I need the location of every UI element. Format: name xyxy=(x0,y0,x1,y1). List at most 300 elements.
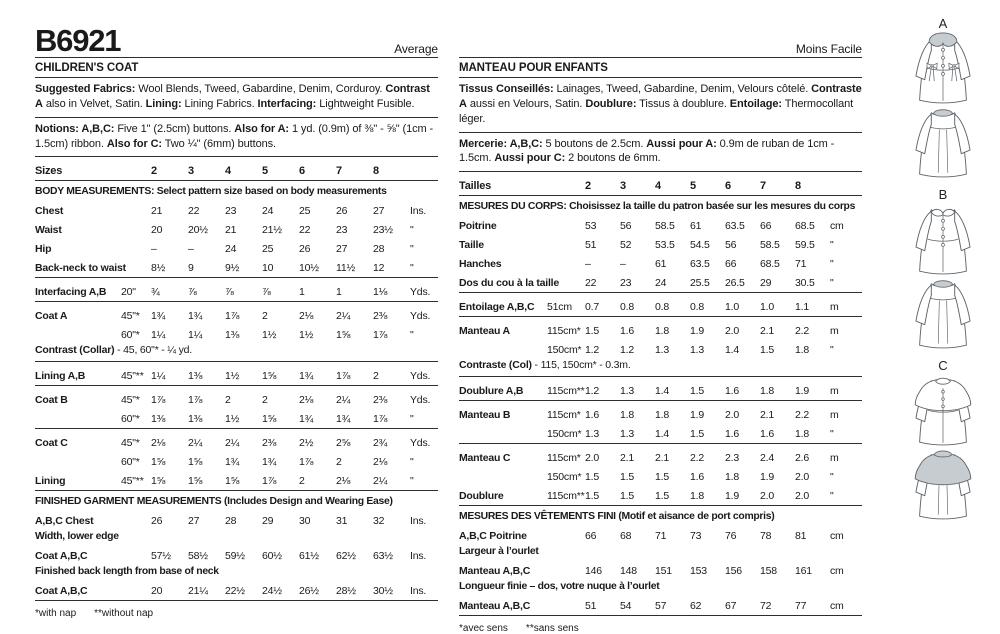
row-label: Lining xyxy=(35,475,66,488)
text: Tissus à doublure. xyxy=(636,97,730,110)
cell-value: 1.5 xyxy=(620,471,634,484)
table-row xyxy=(459,319,862,338)
cell-value: 2 xyxy=(262,394,268,407)
fabric-width: 60"* xyxy=(121,413,140,426)
cell-value: 7 xyxy=(336,165,342,178)
row-label: A,B,C Chest xyxy=(35,515,94,528)
row-label: Manteau A,B,C xyxy=(459,565,531,578)
table-row xyxy=(459,295,862,314)
cell-value: 1.8 xyxy=(795,344,809,357)
cell-value: 61 xyxy=(690,220,702,233)
cell-value: 2.0 xyxy=(725,325,739,338)
cell-value: 1.5 xyxy=(585,471,599,484)
view-b xyxy=(886,187,1000,351)
table-row xyxy=(459,524,862,543)
unit-label: cm xyxy=(830,600,844,613)
header-row-fr xyxy=(459,22,862,58)
cell-value: – xyxy=(620,258,626,271)
cell-value: 1½ xyxy=(262,329,277,342)
row-label: A,B,C Poitrine xyxy=(459,530,527,543)
unit-label: m xyxy=(830,301,839,314)
cell-value: 1.2 xyxy=(620,344,634,357)
table-row xyxy=(459,446,862,465)
cell-value: 1¾ xyxy=(151,310,166,323)
table-row xyxy=(35,431,438,450)
cell-value: 1.3 xyxy=(620,428,634,441)
cell-value: 71 xyxy=(655,530,667,543)
cell-value: 20 xyxy=(151,585,163,598)
cell-value: 1⅝ xyxy=(262,413,277,426)
row-label: Tailles xyxy=(459,180,492,193)
cell-value: 2.1 xyxy=(655,452,669,465)
cell-value: 2¼ xyxy=(336,394,351,407)
cell-value: 25 xyxy=(262,243,274,256)
section-divider xyxy=(459,376,862,377)
unit-label: Yds. xyxy=(410,437,431,450)
cell-value: 0.8 xyxy=(620,301,634,314)
text: - 45, 60"* - ¼ yd. xyxy=(114,344,192,357)
cell-value: 1⅝ xyxy=(188,456,203,469)
row-label: Coat A,B,C xyxy=(35,585,88,598)
notions-fr xyxy=(459,133,862,173)
table-row xyxy=(459,403,862,422)
cell-value: 2⅝ xyxy=(336,437,351,450)
view-a xyxy=(886,16,1000,180)
cell-value: 32 xyxy=(373,515,385,528)
difficulty-rating-fr: Moins Facile xyxy=(795,42,862,56)
fabric-width: 115cm* xyxy=(547,325,581,338)
bold-text: Also for C: xyxy=(106,137,162,150)
table-row xyxy=(459,233,862,252)
cell-value: 1⅞ xyxy=(225,310,240,323)
table-section-heading: MESURES DU CORPS: Choisissez la taille du patron basée sur les mesures du corps xyxy=(459,201,856,213)
cell-value: ⅞ xyxy=(262,286,271,299)
view-b-back-drawing xyxy=(896,275,990,351)
cell-value: – xyxy=(188,243,194,256)
cell-value: 153 xyxy=(690,565,707,578)
unit-label: Ins. xyxy=(410,550,427,563)
cell-value: 66 xyxy=(760,220,772,233)
unit-label: Ins. xyxy=(410,515,427,528)
cell-value: 1.5 xyxy=(690,428,704,441)
cell-value: 146 xyxy=(585,565,602,578)
cell-value: 21¼ xyxy=(188,585,208,598)
cell-value: 2.2 xyxy=(795,325,809,338)
table-row xyxy=(35,199,438,218)
section-divider xyxy=(35,428,438,429)
cell-value: 21 xyxy=(151,205,163,218)
cell-value: 1½ xyxy=(299,329,314,342)
cell-value: 54 xyxy=(620,600,632,613)
table-row xyxy=(459,559,862,578)
cell-value: 63½ xyxy=(373,550,393,563)
suggested-fabrics-en xyxy=(35,78,438,118)
section-divider xyxy=(35,277,438,278)
cell-value: 8 xyxy=(795,180,801,193)
unit-label: Yds. xyxy=(410,394,431,407)
table-row xyxy=(35,469,438,488)
unit-label: cm xyxy=(830,530,844,543)
cell-value: 77 xyxy=(795,600,807,613)
fabric-width: 60"* xyxy=(121,329,140,342)
view-c-label: C xyxy=(938,358,948,373)
row-label: Waist xyxy=(35,224,62,237)
row-label: Entoilage A,B,C xyxy=(459,301,535,314)
bold-text: Tissus Conseillés: xyxy=(459,83,554,95)
cell-value: 1.5 xyxy=(655,490,669,503)
fabric-width: 150cm* xyxy=(547,471,582,484)
view-a-front-drawing xyxy=(896,30,990,106)
table-row xyxy=(35,407,438,426)
cell-value: 62 xyxy=(690,600,702,613)
cell-value: 2¾ xyxy=(373,437,388,450)
garment-title-en: CHILDREN'S COAT xyxy=(35,58,438,78)
cell-value: 2⅜ xyxy=(262,437,277,450)
text: 5 boutons de 2.5cm. xyxy=(542,137,647,150)
bold-text: Contraste A xyxy=(459,83,862,110)
table-row xyxy=(35,323,438,342)
cell-value: 29 xyxy=(760,277,772,290)
cell-value: 26.5 xyxy=(725,277,745,290)
suggested-fabrics-fr xyxy=(459,78,862,133)
cell-value: 61 xyxy=(655,258,667,271)
cell-value: 1.8 xyxy=(690,490,704,503)
cell-value: – xyxy=(585,258,591,271)
cell-value: 23 xyxy=(336,224,348,237)
text: 0.9m de ruban de 1cm - 1.5cm. xyxy=(459,137,835,165)
text: Lainages, Tweed, Gabardine, Denim, Velours côtelé. xyxy=(553,83,812,95)
table-row xyxy=(35,256,438,275)
cell-value: 1.3 xyxy=(690,344,704,357)
cell-value: 158 xyxy=(760,565,777,578)
unit-label: " xyxy=(410,475,414,488)
cell-value: 1.8 xyxy=(760,385,774,398)
fabric-width: 45"* xyxy=(121,310,140,323)
cell-value: 1.5 xyxy=(690,385,704,398)
cell-value: 1⅝ xyxy=(262,370,277,383)
bold-text: Doublure: xyxy=(585,97,637,110)
cell-value: 1.5 xyxy=(760,344,774,357)
row-label: Lining A,B xyxy=(35,370,86,383)
cell-value: 66 xyxy=(725,258,737,271)
cell-value: 63.5 xyxy=(690,258,710,271)
fabric-width: 45"** xyxy=(121,475,144,488)
cell-value: 4 xyxy=(655,180,661,193)
cell-value: 1.2 xyxy=(585,344,599,357)
cell-value: 24½ xyxy=(262,585,282,598)
cell-value: 1.3 xyxy=(585,428,599,441)
cell-value: 1.5 xyxy=(585,325,599,338)
cell-value: 8½ xyxy=(151,262,166,275)
cell-value: 30½ xyxy=(373,585,393,598)
unit-label: " xyxy=(830,239,834,252)
cell-value: 3 xyxy=(188,165,194,178)
section-divider xyxy=(459,615,862,616)
cell-value: 58½ xyxy=(188,550,208,563)
table-section-heading: FINISHED GARMENT MEASUREMENTS (Includes Design and Wearing Ease) xyxy=(35,496,393,508)
cell-value: 1.6 xyxy=(585,409,599,422)
cell-value: 68.5 xyxy=(760,258,780,271)
cell-value: 2⅛ xyxy=(299,310,314,323)
cell-value: 1.3 xyxy=(655,344,669,357)
table-row xyxy=(35,450,438,469)
row-label: Sizes xyxy=(35,165,63,178)
fabric-width: 45"* xyxy=(121,437,140,450)
footnote: **without nap xyxy=(94,608,154,620)
cell-value: 1.8 xyxy=(655,409,669,422)
table-row xyxy=(459,484,862,503)
cell-value: 2.1 xyxy=(620,452,634,465)
cell-value: 1⅝ xyxy=(151,475,166,488)
cell-value: 57½ xyxy=(151,550,171,563)
size-header-row xyxy=(459,173,862,193)
cell-value: 59½ xyxy=(225,550,245,563)
yardage-table-fr xyxy=(459,172,862,634)
cell-value: 27 xyxy=(373,205,385,218)
row-label: Doublure A,B xyxy=(459,385,524,398)
cell-value: 1⅞ xyxy=(188,394,203,407)
small-collar xyxy=(936,378,951,384)
garment-title-fr: MANTEAU POUR ENFANTS xyxy=(459,58,862,78)
fabric-width: 51cm xyxy=(547,301,572,314)
unit-label: " xyxy=(410,329,414,342)
table-section-heading: Longueur finie – dos, votre nuque à l’ourlet xyxy=(459,581,660,593)
yardage-table-en xyxy=(35,157,438,619)
table-row xyxy=(35,304,438,323)
cell-value: 26 xyxy=(336,205,348,218)
cell-value: 1.8 xyxy=(725,471,739,484)
cell-value: 24 xyxy=(262,205,274,218)
cell-value: 23 xyxy=(620,277,632,290)
row-label: Doublure xyxy=(459,490,504,503)
unit-label: Yds. xyxy=(410,370,431,383)
section-divider xyxy=(459,292,862,293)
cell-value: 151 xyxy=(655,565,672,578)
pattern-number: B6921 xyxy=(35,23,121,58)
text: Lightweight Fusible. xyxy=(316,97,415,110)
cell-value: 2½ xyxy=(299,437,314,450)
text: Lining Fabrics. xyxy=(181,97,258,110)
table-section-heading: MESURES DES VÊTEMENTS FINI (Motif et aisance de port compris) xyxy=(459,511,775,523)
english-column xyxy=(35,22,438,619)
cell-value: 22 xyxy=(188,205,200,218)
header-row-en xyxy=(35,22,438,58)
unit-label: m xyxy=(830,452,839,465)
view-c-back-drawing xyxy=(896,446,990,522)
cell-value: 1.5 xyxy=(585,490,599,503)
row-label: Coat A xyxy=(35,310,68,323)
cell-value: 10½ xyxy=(299,262,319,275)
cell-value: 28 xyxy=(225,515,237,528)
section-divider xyxy=(459,316,862,317)
cell-value: ¾ xyxy=(151,286,160,299)
unit-label: " xyxy=(830,490,834,503)
section-divider xyxy=(459,443,862,444)
row-label: Manteau A,B,C xyxy=(459,600,531,613)
table-row xyxy=(35,218,438,237)
cell-value: 1 xyxy=(336,286,342,299)
section-divider xyxy=(35,301,438,302)
cell-value: 52 xyxy=(620,239,632,252)
row-label: Poitrine xyxy=(459,220,497,233)
cell-value: 1.8 xyxy=(795,428,809,441)
cell-value: 27 xyxy=(336,243,348,256)
size-header-row xyxy=(35,158,438,178)
cell-value: 2.0 xyxy=(795,471,809,484)
cell-value: 12 xyxy=(373,262,385,275)
cell-value: 54.5 xyxy=(690,239,710,252)
bold-text: Also for A: xyxy=(234,122,289,135)
cell-value: 1½ xyxy=(225,370,240,383)
footnote: **sans sens xyxy=(525,623,579,634)
cell-value: 2 xyxy=(336,456,342,469)
view-b-label: B xyxy=(938,187,948,202)
cell-value: 6 xyxy=(725,180,731,193)
row-label: Chest xyxy=(35,205,64,218)
cell-value: 66 xyxy=(585,530,597,543)
cell-value: 1.5 xyxy=(655,471,669,484)
cell-value: 68 xyxy=(620,530,632,543)
cell-value: 1.4 xyxy=(655,385,669,398)
difficulty-rating-en: Average xyxy=(394,42,438,56)
cell-value: 1.4 xyxy=(655,428,669,441)
french-column xyxy=(459,22,862,634)
text: also in Velvet, Satin. xyxy=(42,97,146,110)
cell-value: 1⅞ xyxy=(262,475,277,488)
cell-value: 26 xyxy=(299,243,311,256)
table-row xyxy=(459,252,862,271)
cell-value: 1⅛ xyxy=(373,286,388,299)
unit-label: m xyxy=(830,385,839,398)
cell-value: 76 xyxy=(725,530,737,543)
cell-value: 57 xyxy=(655,600,667,613)
text: Wool Blends, Tweed, Gabardine, Denim, Corduroy. xyxy=(135,83,386,95)
fabric-width: 150cm* xyxy=(547,428,582,441)
cell-value: 1.5 xyxy=(620,490,634,503)
cell-value: 0.7 xyxy=(585,301,599,314)
bold-text: Entoilage: xyxy=(729,97,782,110)
table-section-heading: BODY MEASUREMENTS: Select pattern size based on body measurements xyxy=(35,186,387,198)
cell-value: 56 xyxy=(620,220,632,233)
cell-value: 1⅜ xyxy=(151,413,166,426)
cell-value: 2.6 xyxy=(795,452,809,465)
row-label: Coat A,B,C xyxy=(35,550,88,563)
cell-value: 73 xyxy=(690,530,702,543)
fabric-width: 115cm* xyxy=(547,409,581,422)
table-row xyxy=(459,465,862,484)
cell-value: 2 xyxy=(262,310,268,323)
cell-value: 67 xyxy=(725,600,737,613)
cell-value: 22 xyxy=(299,224,311,237)
cell-value: 6 xyxy=(299,165,305,178)
cell-value: 1⅞ xyxy=(373,413,388,426)
cell-value: 1⅝ xyxy=(225,475,240,488)
cell-value: 30.5 xyxy=(795,277,815,290)
cell-value: 20 xyxy=(151,224,163,237)
cell-value: 1¼ xyxy=(188,329,203,342)
cell-value: 2.0 xyxy=(760,490,774,503)
cell-value: 1½ xyxy=(225,413,240,426)
unit-label: " xyxy=(830,471,834,484)
unit-label: " xyxy=(830,258,834,271)
cell-value: 58.5 xyxy=(760,239,780,252)
cell-value: 156 xyxy=(725,565,742,578)
text: - 115, 150cm* - 0.3m. xyxy=(531,359,631,372)
cell-value: 1.9 xyxy=(795,385,809,398)
cell-value: 1¾ xyxy=(225,456,240,469)
cell-value: 59.5 xyxy=(795,239,815,252)
cell-value: 1¼ xyxy=(151,370,166,383)
unit-label: " xyxy=(830,344,834,357)
bold-text: Aussi pour C: xyxy=(494,152,566,165)
cell-value: 2.1 xyxy=(760,409,774,422)
bold-text: Suggested Fabrics: xyxy=(35,83,136,95)
fabric-width: 45"** xyxy=(121,370,144,383)
row-label: Coat C xyxy=(35,437,68,450)
unit-label: " xyxy=(410,224,414,237)
text: Contrast (Collar) xyxy=(35,344,115,357)
cell-value: 29 xyxy=(262,515,274,528)
row-label: Hanches xyxy=(459,258,502,271)
cell-value: 2¼ xyxy=(373,475,388,488)
cell-value: 3 xyxy=(620,180,626,193)
cell-value: 11½ xyxy=(336,262,356,275)
fabric-width: 45"* xyxy=(121,394,140,407)
cell-value: 2⅜ xyxy=(373,310,388,323)
cell-value: 1.3 xyxy=(620,385,634,398)
row-label: Taille xyxy=(459,239,484,252)
cell-value: 21½ xyxy=(262,224,282,237)
fabric-width: 115cm** xyxy=(547,490,585,503)
capelet-back xyxy=(915,453,971,484)
footnote: *with nap xyxy=(35,608,77,620)
cell-value: 161 xyxy=(795,565,812,578)
cell-value: 72 xyxy=(760,600,772,613)
bold-text: Aussi pour A: xyxy=(646,137,717,150)
cell-value: 9½ xyxy=(225,262,240,275)
cell-value: 62½ xyxy=(336,550,356,563)
cell-value: 2 xyxy=(151,165,157,178)
section-divider xyxy=(459,195,862,196)
text: Five 1" (2.5cm) buttons. xyxy=(114,122,235,135)
cell-value: 24 xyxy=(225,243,237,256)
cell-value: 9 xyxy=(188,262,194,275)
table-row xyxy=(459,271,862,290)
cell-value: 58.5 xyxy=(655,220,675,233)
section-divider xyxy=(459,505,862,506)
unit-label: cm xyxy=(830,220,844,233)
cell-value: 20½ xyxy=(188,224,208,237)
unit-label: m xyxy=(830,325,839,338)
row-label: Manteau C xyxy=(459,452,511,465)
bold-text: Notions: A,B,C: xyxy=(35,122,115,135)
table-row xyxy=(35,388,438,407)
unit-label: " xyxy=(410,262,414,275)
table-section-heading: Width, lower edge xyxy=(35,531,119,543)
cell-value: 71 xyxy=(795,258,807,271)
unit-label: m xyxy=(830,409,839,422)
cell-value: 22½ xyxy=(225,585,245,598)
cell-value: 1.0 xyxy=(760,301,774,314)
cell-value: 2¼ xyxy=(188,437,203,450)
footnote-row xyxy=(35,603,438,619)
cell-value: 2.3 xyxy=(725,452,739,465)
cell-value: 24 xyxy=(655,277,667,290)
back-collar-roll xyxy=(934,451,952,457)
cell-value: ⅞ xyxy=(188,286,197,299)
cell-value: 1¼ xyxy=(151,329,166,342)
cell-value: 2.4 xyxy=(760,452,774,465)
